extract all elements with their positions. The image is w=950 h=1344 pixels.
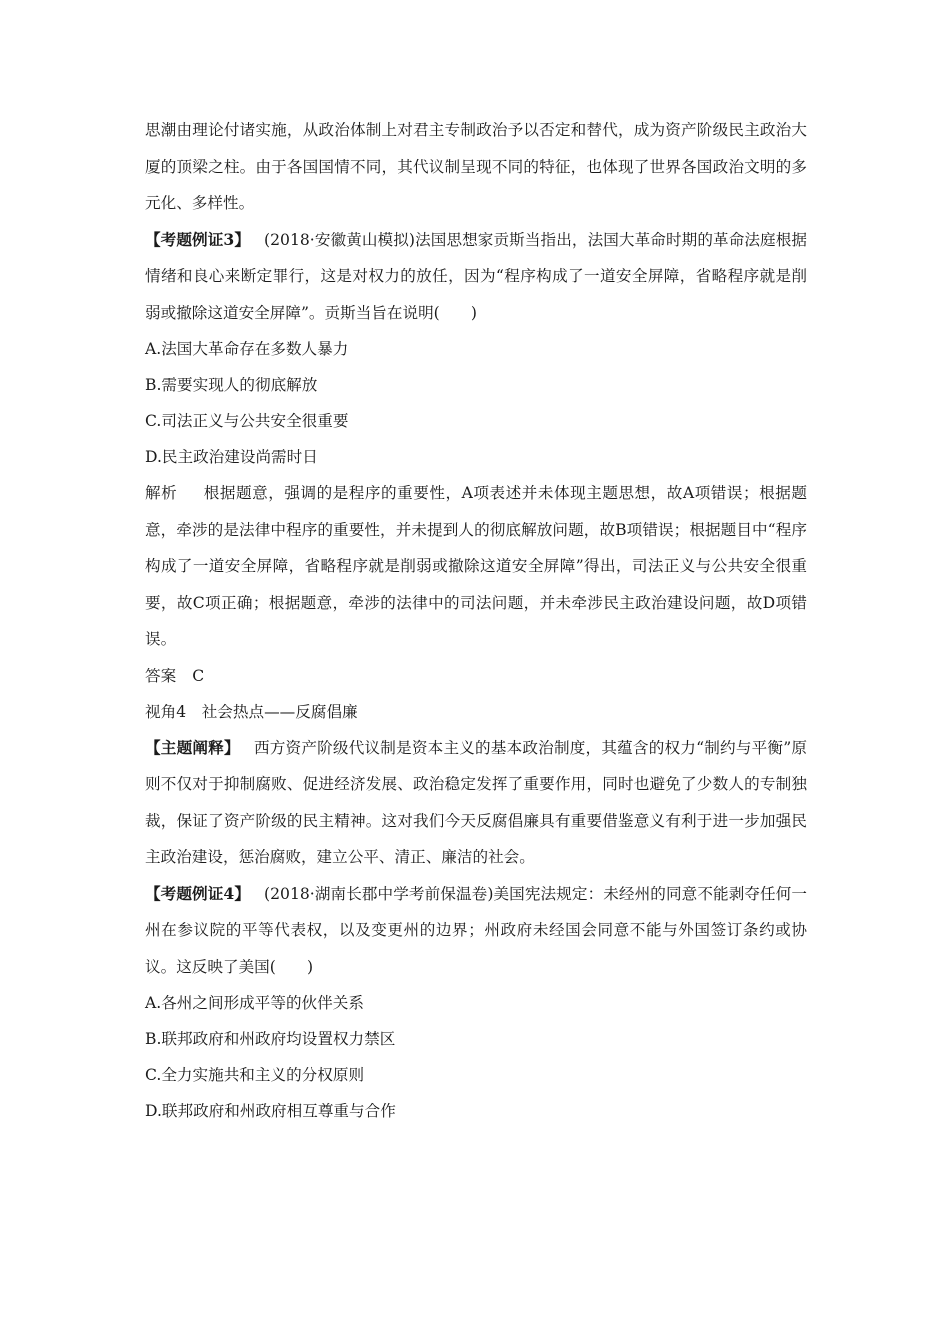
example4-text: (2018·湖南长郡中学考前保温卷)美国宪法规定：未经州的同意不能剥夺任何一州在参议院的平等代表权，以及变更州的边界；州政府未经国会同意不能与外国签订条约或协议。这反映了美国( ): [145, 884, 808, 976]
example3-option-c: C.司法正义与公共安全很重要: [145, 412, 349, 430]
example3-option-d: D.民主政治建设尚需时日: [145, 448, 318, 466]
view4-heading: 视角4 社会热点——反腐倡廉: [145, 702, 358, 721]
example3-text: (2018·安徽黄山模拟)法国思想家贡斯当指出，法国大革命时期的革命法庭根据情绪和良心来断定罪行，这是对权力的放任，因为“程序构成了一道安全屏障，省略程序就是削弱或撤除这道安全屏障”。贡斯当旨在说明( ): [145, 230, 808, 322]
example4-question: [145, 876, 807, 986]
example3-option-a: A.法国大革命存在多数人暴力: [145, 340, 349, 358]
theme-label: 【主题阐释】: [145, 737, 240, 757]
example3-analysis: [145, 475, 807, 658]
example4-option-c: C.全力实施共和主义的分权原则: [145, 1066, 365, 1084]
answer-label: 答案: [145, 666, 177, 685]
example4-option-b: B.联邦政府和州政府均设置权力禁区: [145, 1030, 396, 1048]
example3-answer: [145, 658, 807, 694]
document-page: [145, 112, 807, 1129]
example4-label: 【考题例证4】: [145, 883, 251, 903]
analysis-text: 根据题意，强调的是程序的重要性，A项表述并未体现主题思想，故A项错误；根据题意，牵涉的是法律中程序的重要性，并未提到人的彻底解放问题，故B项错误；根据题目中“程序构成了一道安全屏障，省略程序就是削弱或撤除这道安全屏障”得出，司法正义与公共安全很重要，故C项正确；根据题意，牵涉的法律中的司法问题，并未牵涉民主政治建设问题，故D项错误。: [145, 484, 807, 648]
example3-question: [145, 222, 807, 332]
view4-theme: [145, 730, 807, 876]
example3-option-b: B.需要实现人的彻底解放: [145, 376, 318, 394]
analysis-label: 解析: [145, 484, 178, 502]
answer-value: C: [192, 666, 205, 685]
intro-paragraph: 思潮由理论付诸实施，从政治体制上对君主专制政治予以否定和替代，成为资产阶级民主政治大厦的顶梁之柱。由于各国国情不同，其代议制呈现不同的特征，也体现了世界各国政治文明的多元化、多样性。: [145, 121, 807, 212]
theme-text: 西方资产阶级代议制是资本主义的基本政治制度，其蕴含的权力“制约与平衡”原则不仅对于抑制腐败、促进经济发展、政治稳定发挥了重要作用，同时也避免了少数人的专制独裁，保证了资产阶级的民主精神。这对我们今天反腐倡廉具有重要借鉴意义有利于进一步加强民主政治建设，惩治腐败，建立公平、清正、廉洁的社会。: [145, 738, 807, 866]
example3-label: 【考题例证3】: [145, 229, 251, 249]
example4-option-d: D.联邦政府和州政府相互尊重与合作: [145, 1102, 396, 1120]
example4-option-a: A.各州之间形成平等的伙伴关系: [145, 994, 364, 1012]
